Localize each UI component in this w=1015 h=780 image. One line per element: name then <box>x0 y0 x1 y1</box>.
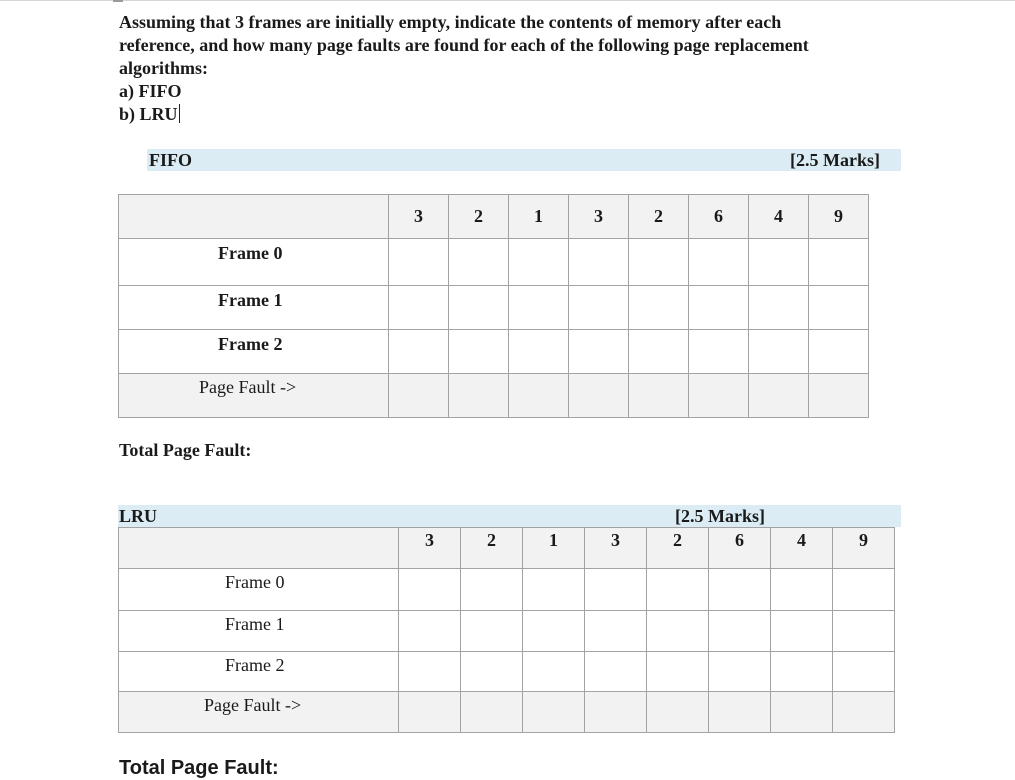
lru-marks: [2.5 Marks] <box>675 506 765 526</box>
fifo-title: FIFO <box>149 150 192 170</box>
fifo-frame-row <box>119 330 869 374</box>
fifo-fault-cell[interactable] <box>449 374 509 418</box>
fifo-cell[interactable] <box>749 286 809 330</box>
fifo-cell[interactable] <box>389 239 449 286</box>
fifo-ref-cell: 3 <box>389 195 449 239</box>
fifo-corner-cell <box>119 195 389 239</box>
lru-corner-cell <box>119 528 399 569</box>
lru-cell[interactable] <box>461 611 523 652</box>
fifo-ref-cell: 6 <box>689 195 749 239</box>
page-corner-mark <box>113 0 123 2</box>
lru-ref-cell: 3 <box>585 528 647 569</box>
fifo-frame-label: Frame 1 <box>119 286 389 330</box>
lru-cell[interactable] <box>709 652 771 692</box>
fifo-total-page-fault: Total Page Fault: <box>119 440 252 460</box>
lru-title: LRU <box>119 506 158 526</box>
lru-header-bar <box>118 505 901 527</box>
fifo-ref-cell: 2 <box>449 195 509 239</box>
fifo-cell[interactable] <box>509 286 569 330</box>
fifo-marks: [2.5 Marks] <box>790 150 880 170</box>
fifo-cell[interactable] <box>629 330 689 374</box>
lru-frame-label: Frame 2 <box>119 652 399 692</box>
fifo-header-bar <box>147 149 901 171</box>
lru-ref-cell: 2 <box>461 528 523 569</box>
fifo-ref-cell: 9 <box>809 195 869 239</box>
lru-page-fault-label: Page Fault -> <box>119 692 399 733</box>
fifo-cell[interactable] <box>629 239 689 286</box>
question-line-2: reference, and how many page faults are found for each of the following page replacement <box>119 35 809 55</box>
fifo-ref-cell: 4 <box>749 195 809 239</box>
lru-cell[interactable] <box>523 611 585 652</box>
fifo-ref-cell: 3 <box>569 195 629 239</box>
fifo-fault-cell[interactable] <box>509 374 569 418</box>
lru-fault-cell[interactable] <box>585 692 647 733</box>
lru-ref-cell: 3 <box>399 528 461 569</box>
lru-cell[interactable] <box>833 611 895 652</box>
fifo-cell[interactable] <box>449 330 509 374</box>
fifo-cell[interactable] <box>809 286 869 330</box>
lru-cell[interactable] <box>771 652 833 692</box>
lru-cell[interactable] <box>523 569 585 611</box>
fifo-frame-label: Frame 0 <box>119 239 389 286</box>
fifo-cell[interactable] <box>749 330 809 374</box>
lru-cell[interactable] <box>399 611 461 652</box>
fifo-fault-cell[interactable] <box>809 374 869 418</box>
option-a: a) FIFO <box>119 81 182 101</box>
lru-reference-row <box>119 528 895 569</box>
lru-cell[interactable] <box>585 652 647 692</box>
page-top-border <box>0 0 1015 1</box>
fifo-cell[interactable] <box>629 286 689 330</box>
lru-ref-cell: 6 <box>709 528 771 569</box>
fifo-reference-row <box>119 195 869 239</box>
fifo-cell[interactable] <box>809 330 869 374</box>
lru-cell[interactable] <box>585 569 647 611</box>
lru-fault-cell[interactable] <box>771 692 833 733</box>
lru-cell[interactable] <box>585 611 647 652</box>
fifo-cell[interactable] <box>449 239 509 286</box>
lru-page-fault-row <box>119 692 895 733</box>
lru-ref-cell: 4 <box>771 528 833 569</box>
lru-ref-cell: 9 <box>833 528 895 569</box>
lru-cell[interactable] <box>399 652 461 692</box>
question-text[interactable] <box>119 11 909 126</box>
lru-cell[interactable] <box>399 569 461 611</box>
fifo-cell[interactable] <box>449 286 509 330</box>
lru-fault-cell[interactable] <box>461 692 523 733</box>
fifo-fault-cell[interactable] <box>629 374 689 418</box>
lru-cell[interactable] <box>771 569 833 611</box>
fifo-ref-cell: 2 <box>629 195 689 239</box>
fifo-cell[interactable] <box>509 239 569 286</box>
fifo-cell[interactable] <box>389 330 449 374</box>
lru-fault-cell[interactable] <box>833 692 895 733</box>
fifo-cell[interactable] <box>509 330 569 374</box>
lru-cell[interactable] <box>709 611 771 652</box>
lru-frame-row <box>119 569 895 611</box>
lru-cell[interactable] <box>647 569 709 611</box>
lru-cell[interactable] <box>647 652 709 692</box>
fifo-fault-cell[interactable] <box>749 374 809 418</box>
lru-frame-label: Frame 1 <box>119 611 399 652</box>
lru-frame-row <box>119 652 895 692</box>
lru-cell[interactable] <box>461 569 523 611</box>
fifo-page-fault-row <box>119 374 869 418</box>
lru-cell[interactable] <box>771 611 833 652</box>
lru-cell[interactable] <box>833 569 895 611</box>
fifo-frame-label: Frame 2 <box>119 330 389 374</box>
lru-cell[interactable] <box>461 652 523 692</box>
fifo-cell[interactable] <box>569 330 629 374</box>
text-cursor <box>179 104 180 123</box>
lru-cell[interactable] <box>709 569 771 611</box>
fifo-table <box>118 194 869 418</box>
fifo-fault-cell[interactable] <box>569 374 629 418</box>
fifo-frame-row <box>119 286 869 330</box>
lru-cell[interactable] <box>833 652 895 692</box>
option-b: b) LRU <box>119 104 178 124</box>
lru-fault-cell[interactable] <box>709 692 771 733</box>
fifo-cell[interactable] <box>569 286 629 330</box>
fifo-frame-row <box>119 239 869 286</box>
fifo-cell[interactable] <box>689 286 749 330</box>
option-b-line <box>119 103 909 126</box>
fifo-cell[interactable] <box>689 239 749 286</box>
fifo-page-fault-label: Page Fault -> <box>119 374 389 418</box>
lru-cell[interactable] <box>523 652 585 692</box>
lru-fault-cell[interactable] <box>523 692 585 733</box>
question-line-1: Assuming that 3 frames are initially empty, indicate the contents of memory after each <box>119 12 782 32</box>
lru-cell[interactable] <box>647 611 709 652</box>
lru-total-page-fault: Total Page Fault: <box>119 757 279 779</box>
lru-ref-cell: 2 <box>647 528 709 569</box>
question-line-3: algorithms: <box>119 58 208 78</box>
fifo-cell[interactable] <box>389 286 449 330</box>
fifo-fault-cell[interactable] <box>389 374 449 418</box>
lru-fault-cell[interactable] <box>647 692 709 733</box>
fifo-cell[interactable] <box>569 239 629 286</box>
lru-ref-cell: 1 <box>523 528 585 569</box>
lru-fault-cell[interactable] <box>399 692 461 733</box>
lru-frame-label: Frame 0 <box>119 569 399 611</box>
fifo-cell[interactable] <box>809 239 869 286</box>
fifo-fault-cell[interactable] <box>689 374 749 418</box>
fifo-cell[interactable] <box>689 330 749 374</box>
lru-table <box>118 527 895 733</box>
lru-frame-row <box>119 611 895 652</box>
fifo-cell[interactable] <box>749 239 809 286</box>
fifo-ref-cell: 1 <box>509 195 569 239</box>
